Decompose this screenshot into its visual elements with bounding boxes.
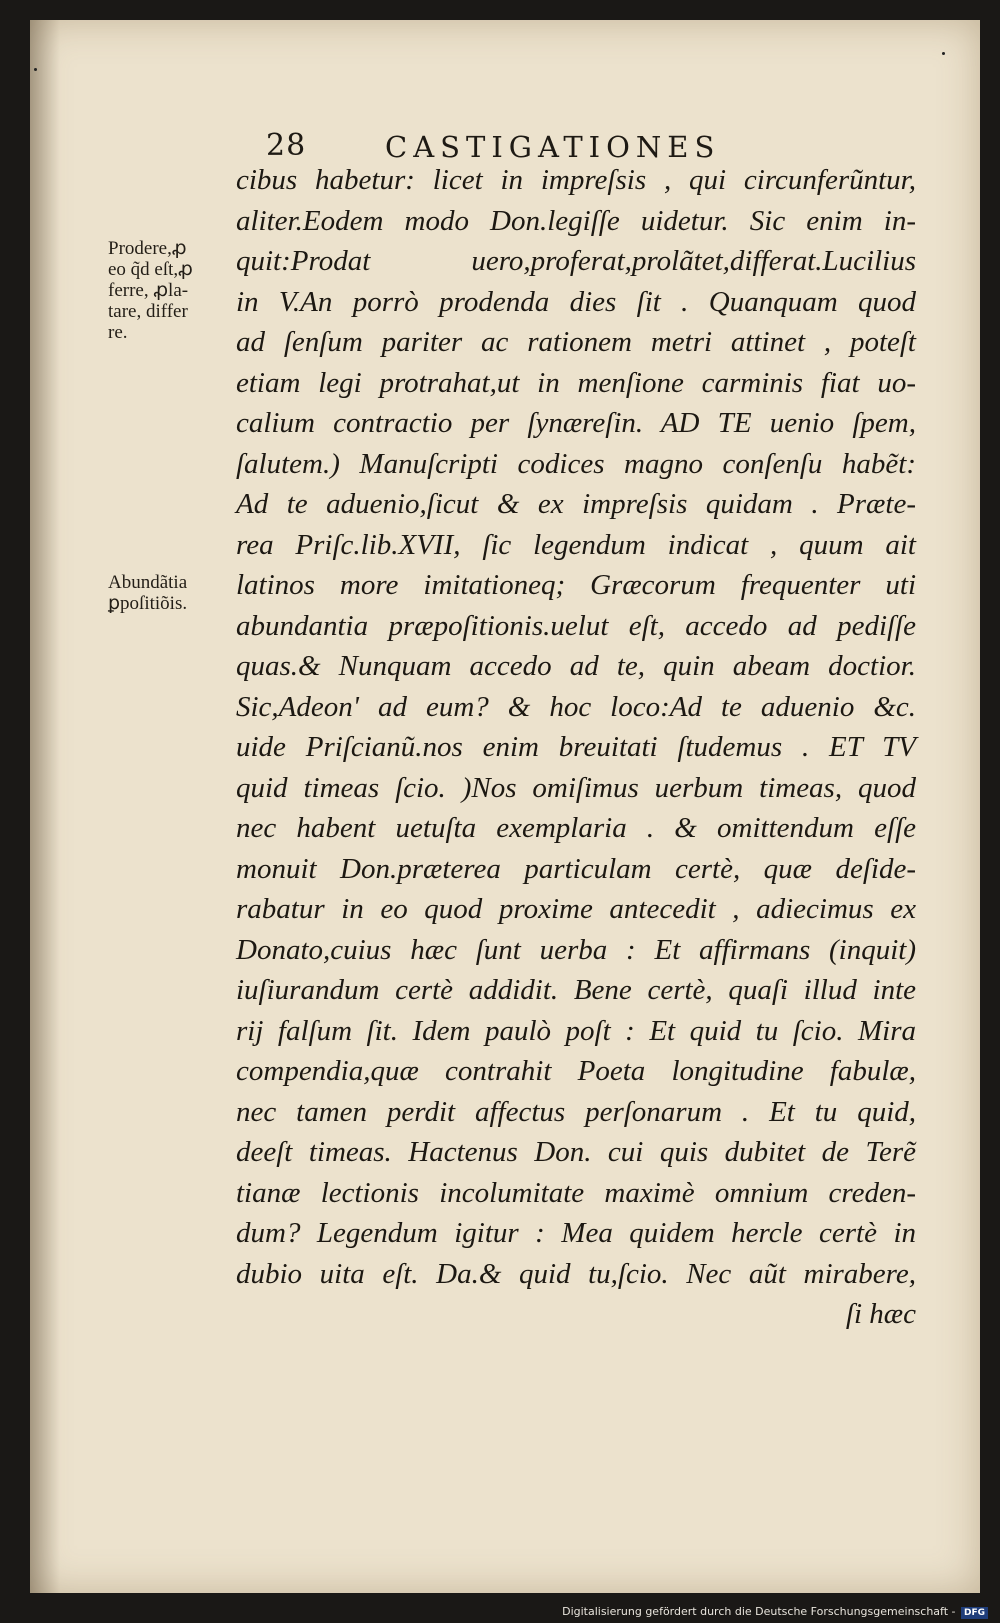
- text-line: quid timeas ſcio. )Nos omiſimus uerbum timeas, quod: [236, 771, 916, 804]
- text-line: dubio uita eſt. Da.& quid tu,ſcio. Nec aũt mirabere,: [236, 1257, 916, 1290]
- text-line: latinos more imitationeq; Græcorum frequenter uti: [236, 569, 916, 601]
- text-line: iuſiurandum certè addidit. Bene certè, quaſi illud inte: [236, 974, 916, 1006]
- page-number: 28: [266, 128, 307, 163]
- marginal-note-line: eo q̃d eſt,ꝓ: [108, 259, 193, 280]
- text-line: dum? Legendum igitur : Mea quidem hercle certè in: [236, 1217, 916, 1249]
- running-head: CASTIGATIONES: [385, 130, 721, 164]
- text-line: compendia,quæ contrahit Poeta longitudine fabulæ,: [236, 1055, 916, 1087]
- text-line: Ad te aduenio,ſicut & ex impreſsis quidam . Præte-: [236, 488, 916, 520]
- text-line: nec habent uetuſta exemplaria . & omittendum eſſe: [236, 812, 916, 844]
- marginal-note-line: ferre, ꝓla-: [108, 280, 189, 301]
- page-gutter-shadow: [30, 20, 60, 1593]
- ink-speck: [942, 52, 945, 55]
- digitization-credit: [562, 1605, 988, 1619]
- text-line: aliter.Eodem modo Don.legiſſe uidetur. Sic enim in-: [236, 204, 916, 237]
- text-line: Sic,Adeon' ad eum? & hoc loco:Ad te aduenio &c.: [236, 690, 916, 723]
- text-line: nec tamen perdit affectus perſonarum . Et tu quid,: [236, 1095, 916, 1128]
- main-text-block: [236, 160, 916, 1335]
- text-line: ad ſenſum pariter ac rationem metri attinet , poteſt: [236, 326, 916, 358]
- marginal-note-line: Abundãtia: [108, 572, 188, 593]
- text-line: quas.& Nunquam accedo ad te, quin abeam doctior.: [236, 650, 916, 682]
- text-line: rabatur in eo quod proxime antecedit , adiecimus ex: [236, 893, 916, 925]
- text-line: cibus habetur: licet in impreſsis , qui circunferũntur,: [236, 164, 916, 196]
- ink-speck: [34, 68, 37, 71]
- marginal-note-line: Prodere,ꝓ: [108, 238, 187, 259]
- text-line: Donato,cuius hæc ſunt uerba : Et affirmans (inquit): [236, 933, 916, 966]
- text-line: rij falſum ſit. Idem paulò poſt : Et quid tu ſcio. Mira: [236, 1014, 916, 1047]
- text-line: in V.An porrò prodenda dies ſit . Quanquam quod: [236, 285, 916, 318]
- book-page: [30, 20, 980, 1593]
- text-line: rea Priſc.lib.XVII, ſic legendum indicat , quum ait: [236, 528, 916, 561]
- text-line: uide Priſcianũ.nos enim breuitati ſtudemus . ET TV: [236, 731, 916, 763]
- text-line: quit:Prodat uero,proferat,prolãtet,differat.Lucilius: [236, 245, 916, 277]
- marginal-note-line: tare, differ: [108, 301, 188, 322]
- marginal-note-prodere: [108, 238, 248, 343]
- text-line: calium contractio per ſynæreſin. AD TE uenio ſpem,: [236, 407, 916, 439]
- credit-text: Digitalisierung gefördert durch die Deutsche Forschungsgemeinschaft -: [562, 1605, 956, 1618]
- text-line: etiam legi protrahat,ut in menſione carminis fiat uo-: [236, 366, 916, 399]
- dfg-logo: DFG: [961, 1607, 988, 1619]
- text-line: ſalutem.) Manuſcripti codices magno conſenſu habẽt:: [236, 447, 916, 480]
- marginal-note-line: re.: [108, 322, 128, 343]
- catchword: ſi hæc: [845, 1298, 916, 1330]
- text-line: abundantia præpoſitionis.uelut eſt, accedo ad pediſſe: [236, 609, 916, 642]
- marginal-note-abundantia: [108, 572, 248, 614]
- text-line: deeſt timeas. Hactenus Don. cui quis dubitet de Terẽ: [236, 1136, 916, 1168]
- text-line: tianæ lectionis incolumitate maximè omnium creden-: [236, 1176, 916, 1209]
- text-line: monuit Don.præterea particulam certè, quæ deſide-: [236, 852, 916, 885]
- marginal-note-line: ꝑpoſitiõis.: [108, 593, 188, 614]
